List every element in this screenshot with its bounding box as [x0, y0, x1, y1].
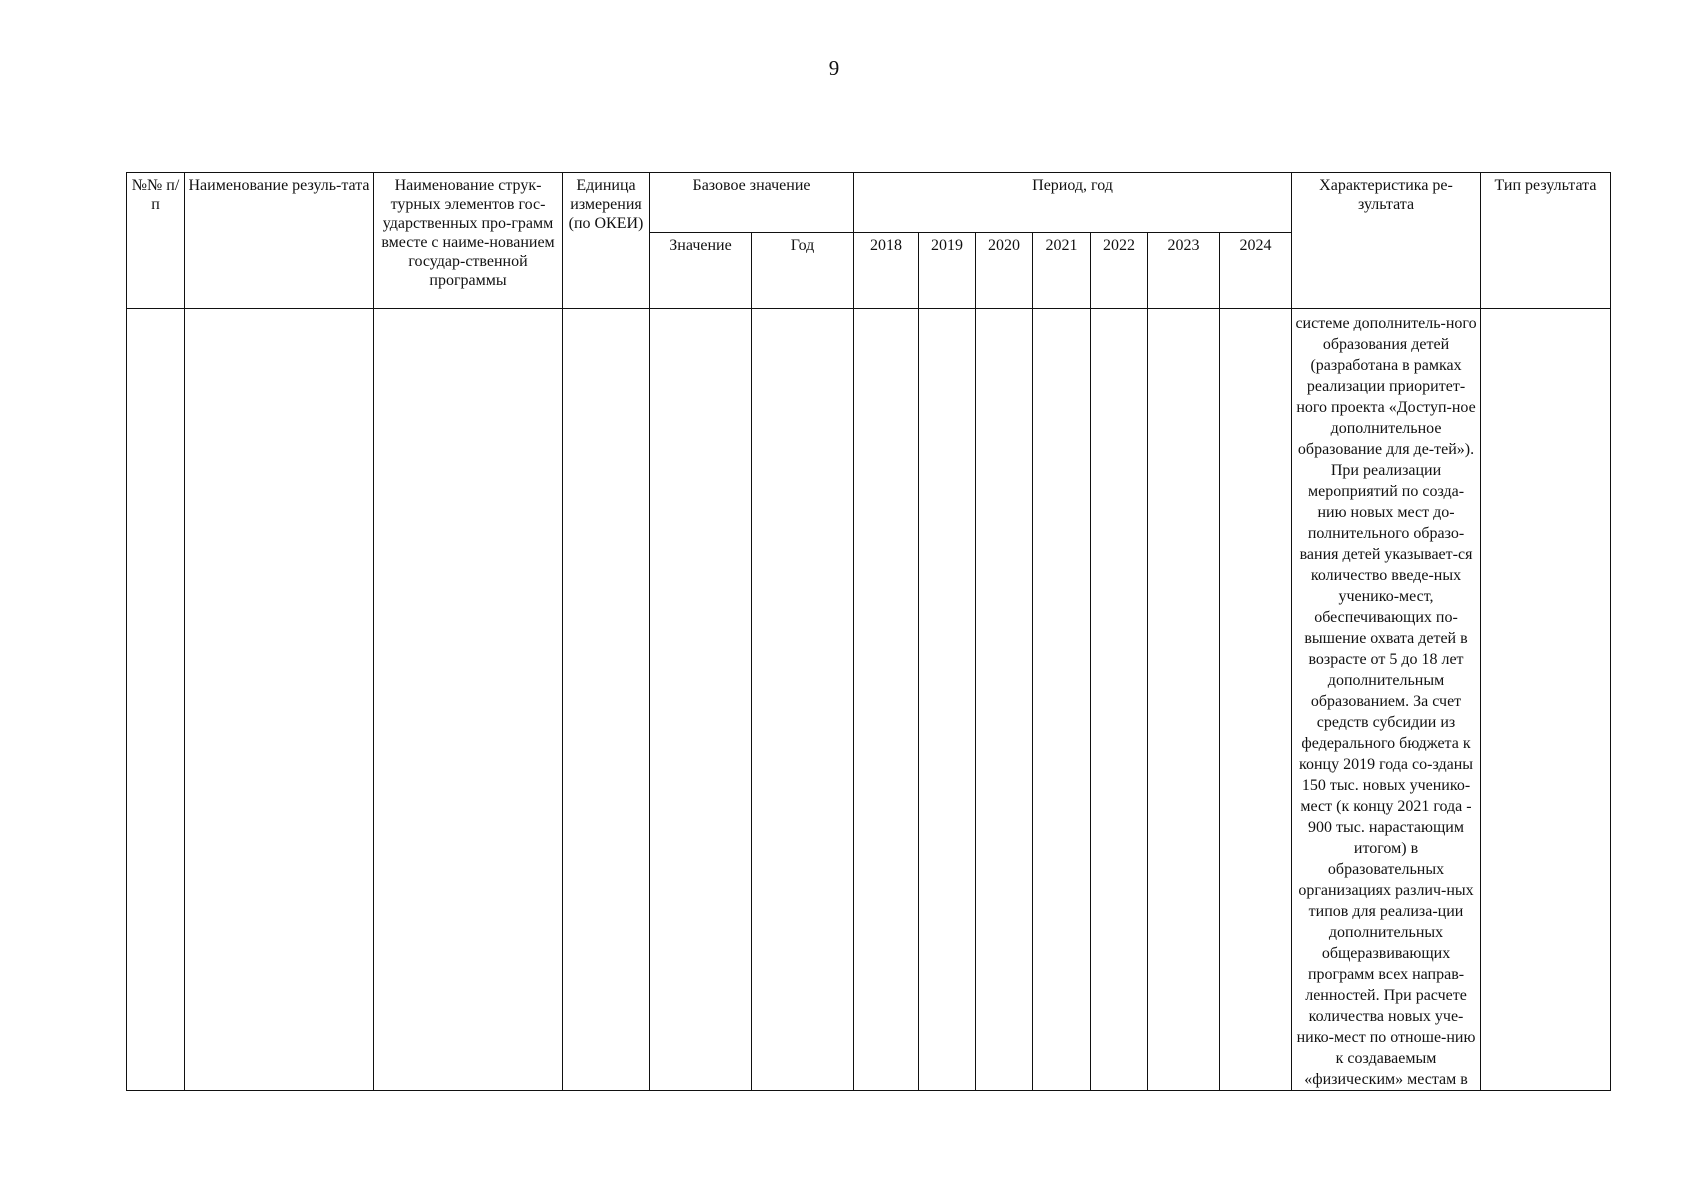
cell-characteristic: системе дополнитель-ного образования детей (разработана в рамках реализации приоритет-ного проекта «Доступ-ное дополнительное образование для де-тей»). При реализации мероприятий по созда-нию новых мест до-полнительного образо-вания детей указывает-ся количество введе-ных ученико-мест, обеспечивающих по-вышение охвата детей в возрасте от 5 до 18 лет дополнительным образованием. За счет средств субсидии из федерального бюджета к концу 2019 года со-зданы 150 тыс. новых ученико-мест (к концу 2021 года - 900 тыс. нарастающим итогом) в образовательных организациях различ-ных типов для реализа-ции дополнительных общеразвивающих программ всех направ-ленностей. При расчете количества новых уче-нико-мест по отноше-нию к создаваемым «физическим» местам в [1292, 309, 1481, 1091]
cell-unit [563, 309, 650, 1091]
cell-2023 [1148, 309, 1220, 1091]
cell-2020 [976, 309, 1033, 1091]
cell-result-type [1481, 309, 1611, 1091]
header-characteristic: Характеристика ре-зультата [1292, 173, 1481, 309]
header-year-2021: 2021 [1033, 233, 1091, 309]
cell-num [127, 309, 185, 1091]
header-base-value-year: Год [752, 233, 854, 309]
header-result-type: Тип результата [1481, 173, 1611, 309]
header-base-value: Базовое значение [650, 173, 854, 233]
cell-result-name [185, 309, 374, 1091]
header-year-2019: 2019 [919, 233, 976, 309]
cell-structural-elements [374, 309, 563, 1091]
cell-base-value [650, 309, 752, 1091]
header-year-2018: 2018 [854, 233, 919, 309]
header-period: Период, год [854, 173, 1292, 233]
cell-2022 [1091, 309, 1148, 1091]
results-table [126, 172, 1611, 1091]
header-row-1 [127, 173, 1611, 233]
cell-2024 [1220, 309, 1292, 1091]
cell-2021 [1033, 309, 1091, 1091]
header-structural-elements: Наименование струк-турных элементов гос-ударственных про-грамм вместе с наиме-нованием государ-ственной программы [374, 173, 563, 309]
page-number: 9 [828, 56, 840, 80]
header-num: №№ п/п [127, 173, 185, 309]
table-row [127, 309, 1611, 1091]
header-base-value-value: Значение [650, 233, 752, 309]
header-year-2023: 2023 [1148, 233, 1220, 309]
header-unit: Единица измерения (по ОКЕИ) [563, 173, 650, 309]
header-result-name: Наименование резуль-тата [185, 173, 374, 309]
header-year-2022: 2022 [1091, 233, 1148, 309]
header-year-2024: 2024 [1220, 233, 1292, 309]
cell-base-year [752, 309, 854, 1091]
cell-2019 [919, 309, 976, 1091]
header-year-2020: 2020 [976, 233, 1033, 309]
cell-2018 [854, 309, 919, 1091]
